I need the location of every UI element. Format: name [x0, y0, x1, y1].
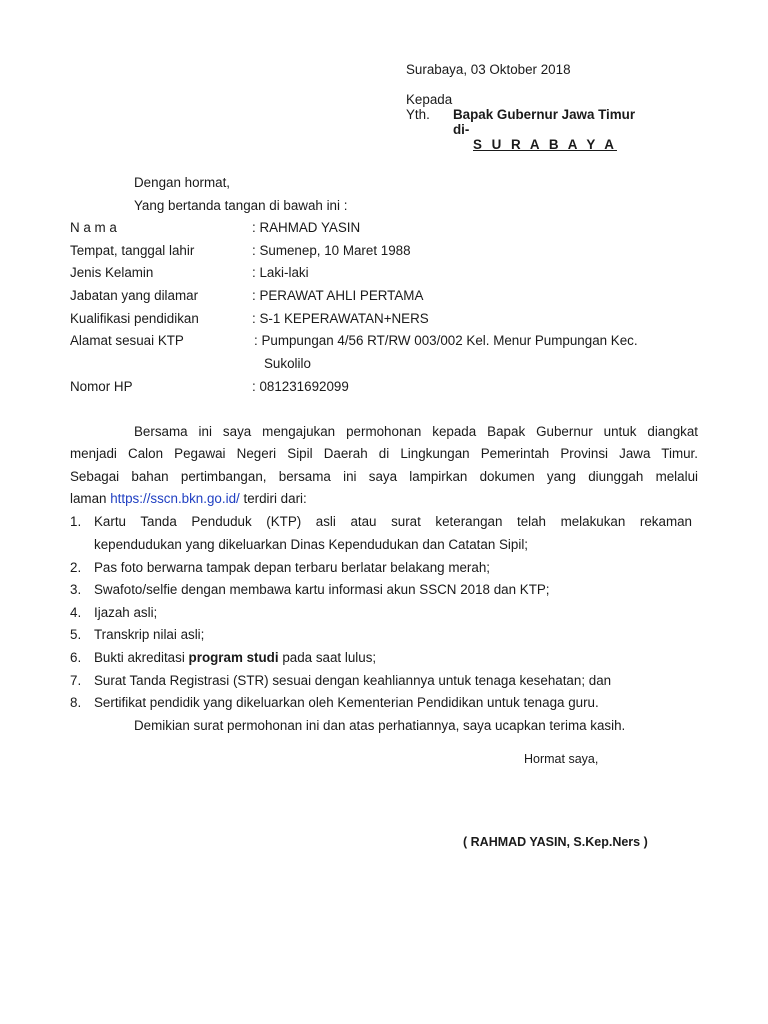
- body-line-4: [70, 491, 307, 506]
- field-value-alamat-2: Sukolilo: [264, 356, 311, 371]
- list-item-number: 7.: [70, 673, 82, 688]
- body-line-4-post: terdiri dari:: [243, 491, 307, 506]
- list-item-text: Pas foto berwarna tampak depan terbaru berlatar belakang merah;: [94, 560, 491, 575]
- list-item-text-pre: Bukti akreditasi: [94, 650, 185, 665]
- list-item-text: Sertifikat pendidik yang dikeluarkan oleh Kementerian Pendidikan untuk tenaga guru.: [94, 695, 599, 710]
- list-item-text-cont: kependudukan yang dikeluarkan Dinas Kependudukan dan Catatan Sipil;: [94, 537, 529, 552]
- list-item-text-post: pada saat lulus;: [282, 650, 377, 665]
- field-value-hp: : 081231692099: [252, 379, 349, 394]
- list-item-number: 3.: [70, 582, 82, 597]
- field-value-ttl: : Sumenep, 10 Maret 1988: [252, 243, 411, 258]
- list-item-text: Swafoto/selfie dengan membawa kartu informasi akun SSCN 2018 dan KTP;: [94, 582, 550, 597]
- greeting: Dengan hormat,: [134, 175, 231, 190]
- sscn-link[interactable]: https://sscn.bkn.go.id/: [110, 491, 240, 506]
- list-item-text: Ijazah asli;: [94, 605, 158, 620]
- body-line-1: Bersama ini saya mengajukan permohonan kepada Bapak Gubernur untuk diangkat: [134, 424, 698, 439]
- list-item-text: Transkrip nilai asli;: [94, 627, 205, 642]
- field-label-alamat: Alamat sesuai KTP: [70, 333, 184, 348]
- list-item-number: 2.: [70, 560, 82, 575]
- hormat-saya: Hormat saya,: [524, 752, 599, 766]
- body-line-4-pre: laman: [70, 491, 107, 506]
- body-line-3: Sebagai bahan pertimbangan, bersama ini saya lampirkan dokumen yang diunggah melalui: [70, 469, 698, 484]
- list-item-text: Kartu Tanda Penduduk (KTP) asli atau surat keterangan telah melakukan rekaman: [94, 514, 692, 529]
- city: S U R A B A Y A: [473, 137, 617, 152]
- field-label-ttl: Tempat, tanggal lahir: [70, 243, 195, 258]
- di-label: di-: [453, 122, 470, 137]
- kepada-label: Kepada: [406, 92, 453, 107]
- field-label-nama: N a m a: [70, 220, 117, 235]
- field-value-kualifikasi: : S-1 KEPERAWATAN+NERS: [252, 311, 429, 326]
- list-item-text: [94, 650, 376, 665]
- field-label-hp: Nomor HP: [70, 379, 133, 394]
- list-item-text-bold: program studi: [188, 650, 279, 665]
- field-label-jabatan: Jabatan yang dilamar: [70, 288, 199, 303]
- field-value-nama: : RAHMAD YASIN: [252, 220, 361, 235]
- list-item-number: 5.: [70, 627, 82, 642]
- field-value-alamat: : Pumpungan 4/56 RT/RW 003/002 Kel. Menur Pumpungan Kec.: [254, 333, 638, 348]
- field-value-jabatan: : PERAWAT AHLI PERTAMA: [252, 288, 424, 303]
- recipient: Bapak Gubernur Jawa Timur: [453, 107, 636, 122]
- list-item-number: 8.: [70, 695, 82, 710]
- yth-label: Yth.: [406, 107, 430, 122]
- intro: Yang bertanda tangan di bawah ini :: [134, 198, 348, 213]
- list-item-number: 4.: [70, 605, 82, 620]
- field-label-jk: Jenis Kelamin: [70, 265, 154, 280]
- place-date: Surabaya, 03 Oktober 2018: [406, 62, 571, 77]
- body-line-2: menjadi Calon Pegawai Negeri Sipil Daerah di Lingkungan Pemerintah Provinsi Jawa Timur.: [70, 446, 698, 461]
- list-item-number: 6.: [70, 650, 82, 665]
- list-item-text: Surat Tanda Registrasi (STR) sesuai dengan keahliannya untuk tenaga kesehatan; dan: [94, 673, 612, 688]
- field-value-jk: : Laki-laki: [252, 265, 309, 280]
- list-item-number: 1.: [70, 514, 82, 529]
- closing: Demikian surat permohonan ini dan atas perhatiannya, saya ucapkan terima kasih.: [134, 718, 626, 733]
- field-label-kualifikasi: Kualifikasi pendidikan: [70, 311, 199, 326]
- signature-name: ( RAHMAD YASIN, S.Kep.Ners ): [463, 835, 648, 849]
